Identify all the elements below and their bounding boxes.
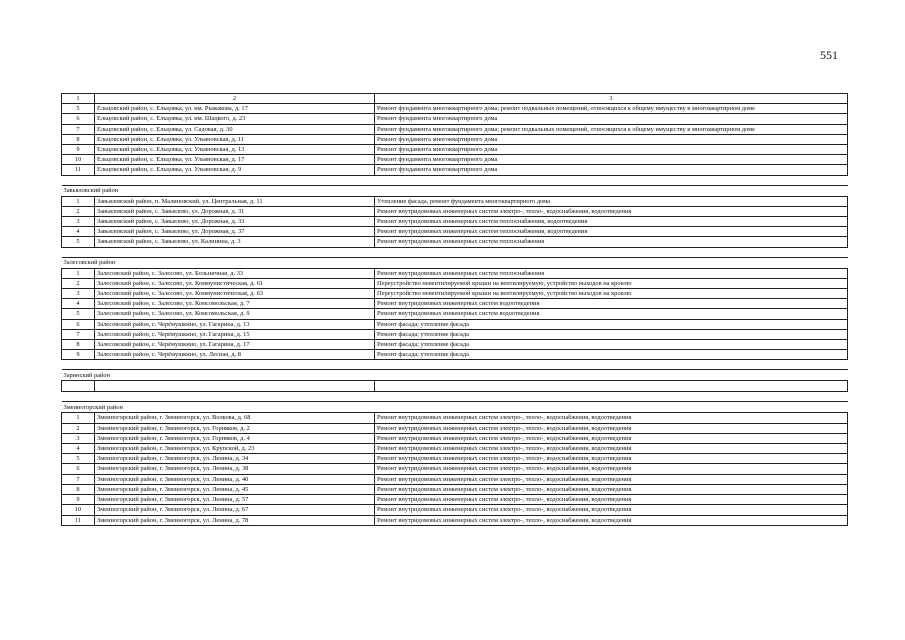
cell-address: Змеиногорский район, г. Змеиногорск, ул. Крупской, д. 23	[95, 444, 375, 454]
cell-number: 3	[62, 217, 95, 227]
cell-number: 2	[62, 278, 95, 288]
empty-row	[62, 381, 848, 392]
cell-work: Ремонт внутридомовых инженерных систем электро-, тепло-, водоснабжения, водоотведения	[375, 464, 848, 474]
cell-address: Змеиногорский район, г. Змеиногорск, ул. Ленина, д. 38	[95, 464, 375, 474]
region-heading-row	[62, 257, 848, 268]
cell-address: Залесовский район, с. Залесово, ул. Комсомольская, д. 7	[95, 299, 375, 309]
cell-work: Ремонт внутридомовых инженерных систем электро-, тепло-, водоснабжения, водоотведения	[375, 413, 848, 423]
cell-number: 7	[62, 329, 95, 339]
cell-work: Ремонт внутридомовых инженерных систем водоотведения	[375, 309, 848, 319]
table-row	[62, 319, 848, 329]
cell-number: 3	[62, 433, 95, 443]
cell-number: 1	[62, 196, 95, 206]
cell-number: 1	[62, 268, 95, 278]
cell-number: 6	[62, 464, 95, 474]
cell-address: Завьяловский район, с. Завьялово, ул. Дорожная, д. 37	[95, 227, 375, 237]
cell-address: Ельцовский район, с. Ельцовка, ул. Ульяновская, д. 17	[95, 155, 375, 165]
table-row	[62, 515, 848, 525]
table-row	[62, 484, 848, 494]
cell-number: 4	[62, 299, 95, 309]
cell-address: Змеиногорский район, г. Змеиногорск, ул. Ленина, д. 40	[95, 474, 375, 484]
cell-number: 8	[62, 340, 95, 350]
cell-address: Ельцовский район, с. Ельцовка, ул. Ульяновская, д. 11	[95, 134, 375, 144]
spacer-cell	[62, 392, 848, 402]
region-heading: Заринский район	[62, 370, 848, 381]
cell-work: Ремонт внутридомовых инженерных систем электро-, тепло-, водоснабжения, водоотведения	[375, 206, 848, 216]
page-number: 551	[820, 48, 838, 62]
cell-work: Ремонт фундамента многоквартирного дома; ремонт подвальных помещений, относящихся к общему имуществу в многоквартирном доме	[375, 104, 848, 114]
cell-work: Ремонт внутридомовых инженерных систем электро-, тепло-, водоснабжения, водоотведения	[375, 484, 848, 494]
cell-address: Змеиногорский район, г. Змеиногорск, ул. Волкова, д. 68	[95, 413, 375, 423]
cell-work: Ремонт внутридомовых инженерных систем теплоснабжения	[375, 268, 848, 278]
table-row	[62, 350, 848, 360]
cell-address: Завьяловский район, с. Завьялово, ул. Калинина, д. 3	[95, 237, 375, 247]
cell-work	[375, 381, 848, 392]
table-row	[62, 145, 848, 155]
cell-number: 8	[62, 134, 95, 144]
table-row	[62, 165, 848, 175]
cell-number: 5	[62, 237, 95, 247]
cell-address: Змеиногорский район, г. Змеиногорск, ул. Ленина, д. 78	[95, 515, 375, 525]
table-row	[62, 505, 848, 515]
table-row	[62, 454, 848, 464]
cell-work: Ремонт внутридомовых инженерных систем электро-, тепло-, водоснабжения, водоотведения	[375, 433, 848, 443]
cell-number: 11	[62, 515, 95, 525]
cell-number	[62, 381, 95, 392]
cell-work: Переустройство невентилируемой крыши на вентилируемую, устройство выходов на кровлю	[375, 289, 848, 299]
cell-number: 11	[62, 165, 95, 175]
cell-work: Ремонт внутридомовых инженерных систем электро-, тепло-, водоснабжения, водоотведения	[375, 515, 848, 525]
cell-address: Змеиногорский район, г. Змеиногорск, ул. Ленина, д. 34	[95, 454, 375, 464]
cell-number: 2	[62, 206, 95, 216]
table-row	[62, 433, 848, 443]
table-row	[62, 227, 848, 237]
cell-address: Ельцовский район, с. Ельцовка, ул. Ульяновская, д. 13	[95, 145, 375, 155]
cell-work: Ремонт внутридомовых инженерных систем электро-, тепло-, водоснабжения, водоотведения	[375, 454, 848, 464]
header-col-1: 1	[62, 94, 95, 104]
table-row	[62, 237, 848, 247]
cell-work: Переустройство невентилируемой крыши на вентилируемую, устройство выходов на кровлю	[375, 278, 848, 288]
table-row	[62, 114, 848, 124]
cell-address: Залесовский район, с. Черёмушкино, ул. Гагарина, д. 13	[95, 319, 375, 329]
table-row	[62, 289, 848, 299]
cell-number: 5	[62, 454, 95, 464]
table-row	[62, 155, 848, 165]
cell-work: Ремонт внутридомовых инженерных систем водоотведения	[375, 299, 848, 309]
table-row	[62, 299, 848, 309]
table-row	[62, 444, 848, 454]
header-col-3: 3	[375, 94, 848, 104]
cell-work: Ремонт фундамента многоквартирного дома	[375, 134, 848, 144]
cell-number: 10	[62, 505, 95, 515]
cell-work: Ремонт внутридомовых инженерных систем электро-, тепло-, водоснабжения, водоотведения	[375, 423, 848, 433]
cell-work: Ремонт фундамента многоквартирного дома; ремонт подвальных помещений, относящихся к общему имуществу в многоквартирном доме	[375, 124, 848, 134]
table-row	[62, 340, 848, 350]
cell-address: Змеиногорский район, г. Змеиногорск, ул. Ленина, д. 57	[95, 495, 375, 505]
cell-number: 5	[62, 104, 95, 114]
cell-number: 10	[62, 155, 95, 165]
spacer-cell	[62, 360, 848, 370]
section-spacer	[62, 392, 848, 402]
cell-number: 9	[62, 145, 95, 155]
region-heading: Змеиногорский район	[62, 402, 848, 413]
spacer-cell	[62, 175, 848, 185]
cell-address: Ельцовский район, с. Ельцовка, ул. им. Рыжакова, д. 17	[95, 104, 375, 114]
cell-work: Ремонт внутридомовых инженерных систем теплоснабжения, водоотведения	[375, 227, 848, 237]
table-row	[62, 206, 848, 216]
table-row	[62, 413, 848, 423]
cell-number: 2	[62, 423, 95, 433]
repair-program-table	[61, 93, 848, 526]
cell-number: 5	[62, 309, 95, 319]
spacer-cell	[62, 247, 848, 257]
cell-address: Завьяловский район, с. Завьялово, ул. Дорожная, д. 31	[95, 206, 375, 216]
cell-work: Ремонт внутридомовых инженерных систем электро-, тепло-, водоснабжения, водоотведения	[375, 474, 848, 484]
cell-work: Ремонт фасада; утепление фасада	[375, 319, 848, 329]
table-row	[62, 124, 848, 134]
cell-number: 7	[62, 124, 95, 134]
cell-work: Ремонт фундамента многоквартирного дома	[375, 155, 848, 165]
table-row	[62, 217, 848, 227]
cell-work: Ремонт фундамента многоквартирного дома	[375, 114, 848, 124]
section-spacer	[62, 360, 848, 370]
table-row	[62, 196, 848, 206]
cell-address: Залесовский район, с. Залесово, ул. Коммунистическая, д. 61	[95, 278, 375, 288]
cell-work: Ремонт внутридомовых инженерных систем электро-, тепло-, водоснабжения, водоотведения	[375, 444, 848, 454]
cell-address: Залесовский район, с. Залесово, ул. Комсомольская, д. 9	[95, 309, 375, 319]
cell-work: Ремонт внутридомовых инженерных систем электро-, тепло-, водоснабжения, водоотведения	[375, 505, 848, 515]
cell-work: Утепление фасада, ремонт фундамента многоквартирного дома	[375, 196, 848, 206]
cell-address: Залесовский район, с. Залесово, ул. Коммунистическая, д. 63	[95, 289, 375, 299]
table-row	[62, 104, 848, 114]
cell-address: Ельцовский район, с. Ельцовка, ул. Садовая, д. 30	[95, 124, 375, 134]
cell-work: Ремонт фасада; утепление фасада	[375, 340, 848, 350]
table-row	[62, 495, 848, 505]
cell-number: 9	[62, 495, 95, 505]
cell-address: Ельцовский район, с. Ельцовка, ул. Ульяновская, д. 9	[95, 165, 375, 175]
cell-number: 8	[62, 484, 95, 494]
table-row	[62, 423, 848, 433]
cell-number: 6	[62, 114, 95, 124]
cell-address: Завьяловский район, с. Завьялово, ул. Дорожная, д. 33	[95, 217, 375, 227]
cell-work: Ремонт фасада; утепление фасада	[375, 329, 848, 339]
cell-address	[95, 381, 375, 392]
cell-number: 6	[62, 319, 95, 329]
cell-address: Залесовский район, с. Черёмушкино, ул. Гагарина, д. 15	[95, 329, 375, 339]
cell-number: 7	[62, 474, 95, 484]
cell-work: Ремонт фундамента многоквартирного дома	[375, 145, 848, 155]
cell-work: Ремонт фундамента многоквартирного дома	[375, 165, 848, 175]
region-heading-row	[62, 370, 848, 381]
cell-work: Ремонт внутридомовых инженерных систем электро-, тепло-, водоснабжения, водоотведения	[375, 495, 848, 505]
cell-number: 1	[62, 413, 95, 423]
cell-address: Ельцовский район, с. Ельцовка, ул. им. Шацкого, д. 23	[95, 114, 375, 124]
table-body	[62, 94, 848, 526]
table-row	[62, 309, 848, 319]
cell-number: 4	[62, 227, 95, 237]
region-heading: Завьяловский район	[62, 185, 848, 196]
section-spacer	[62, 247, 848, 257]
cell-address: Завьяловский район, п. Малиновский, ул. Центральная, д. 11	[95, 196, 375, 206]
cell-address: Змеиногорский район, г. Змеиногорск, ул. Горняков, д. 4	[95, 433, 375, 443]
header-col-2: 2	[95, 94, 375, 104]
cell-work: Ремонт внутридомовых инженерных систем теплоснабжения, водоотведения	[375, 217, 848, 227]
region-heading-row	[62, 185, 848, 196]
cell-number: 9	[62, 350, 95, 360]
header-row	[62, 94, 848, 104]
cell-address: Змеиногорский район, г. Змеиногорск, ул. Горняков, д. 2	[95, 423, 375, 433]
cell-number: 3	[62, 289, 95, 299]
cell-work: Ремонт фасада; утепление фасада	[375, 350, 848, 360]
region-heading-row	[62, 402, 848, 413]
region-heading: Залесовский район	[62, 257, 848, 268]
cell-address: Залесовский район, с. Черёмушкино, ул. Лесная, д. 8	[95, 350, 375, 360]
table-row	[62, 134, 848, 144]
cell-address: Залесовский район, с. Залесово, ул. Больничная, д. 33	[95, 268, 375, 278]
section-spacer	[62, 175, 848, 185]
table-row	[62, 329, 848, 339]
cell-address: Залесовский район, с. Черёмушкино, ул. Гагарина, д. 17	[95, 340, 375, 350]
cell-number: 4	[62, 444, 95, 454]
cell-work: Ремонт внутридомовых инженерных систем теплоснабжения	[375, 237, 848, 247]
cell-address: Змеиногорский район, г. Змеиногорск, ул. Ленина, д. 45	[95, 484, 375, 494]
cell-address: Змеиногорский район, г. Змеиногорск, ул. Ленина, д. 67	[95, 505, 375, 515]
table-row	[62, 464, 848, 474]
table-row	[62, 474, 848, 484]
table-row	[62, 278, 848, 288]
table-row	[62, 268, 848, 278]
